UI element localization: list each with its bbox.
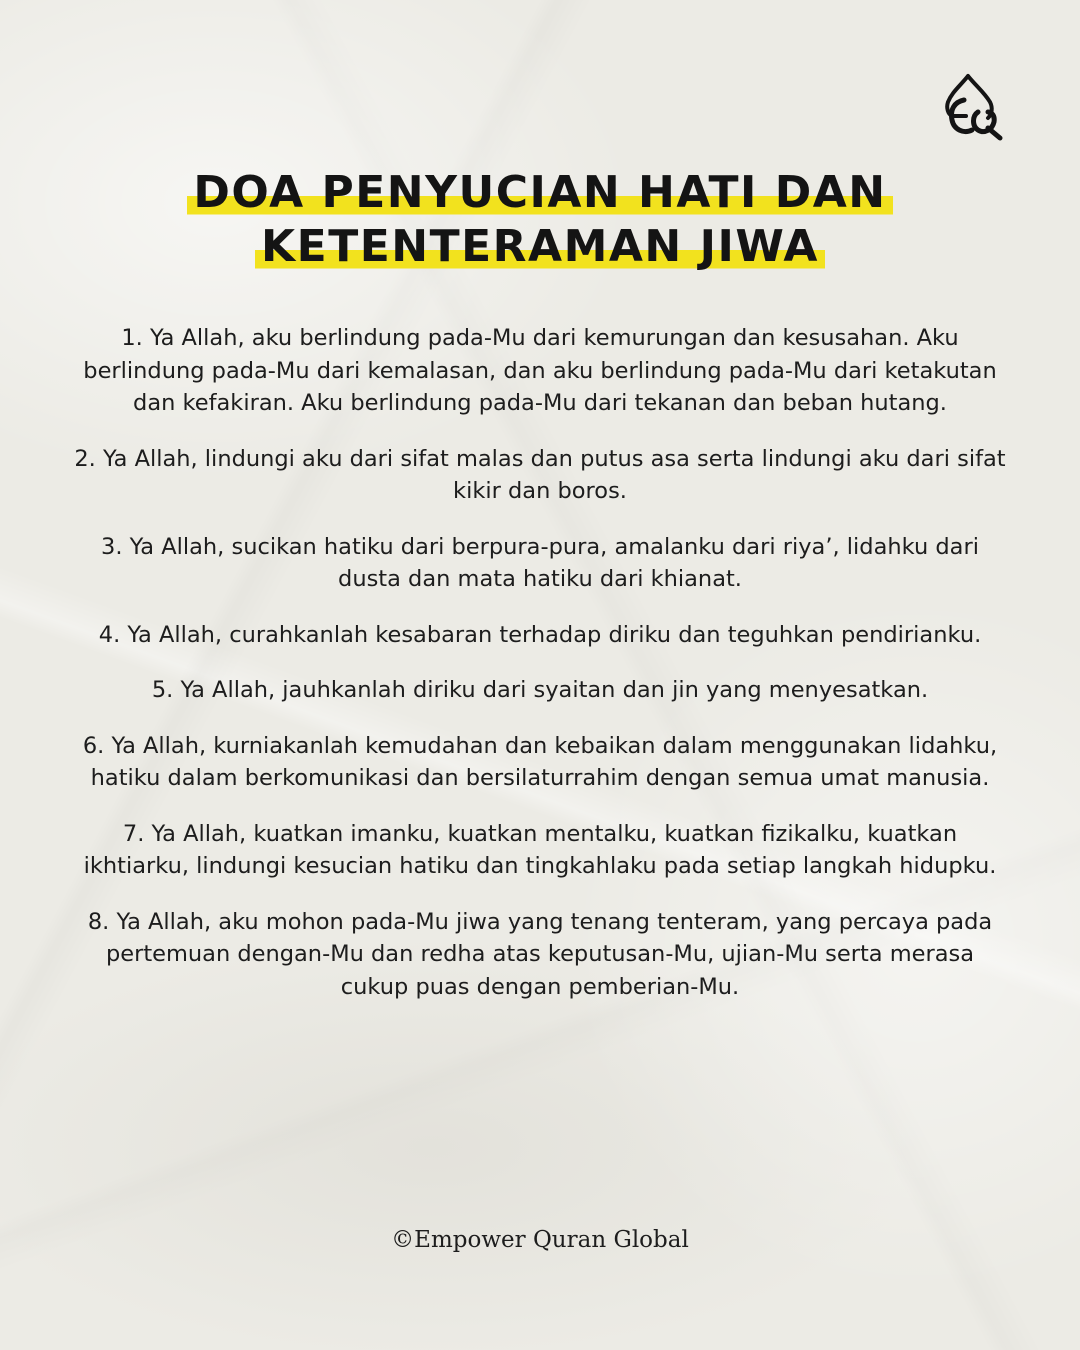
page-title — [0, 166, 1080, 274]
title-line-1: DOA PENYUCIAN HATI DAN — [187, 166, 892, 220]
eq-monogram-icon — [938, 72, 1008, 142]
prayer-item-4: 4. Ya Allah, curahkanlah kesabaran terhadap diriku dan teguhkan pendirianku. — [98, 621, 982, 648]
prayer-item-2: 2. Ya Allah, lindungi aku dari sifat malas dan putus asa serta lindungi aku dari sifat kikir dan boros. — [74, 445, 1006, 504]
prayer-list — [70, 322, 1010, 1026]
prayer-item-8: 8. Ya Allah, aku mohon pada-Mu jiwa yang tenang tenteram, yang percaya pada pertemuan dengan-Mu dan redha atas keputusan-Mu, ujian-Mu serta merasa cukup puas dengan pemberian-Mu. — [87, 908, 993, 1000]
prayer-item-7: 7. Ya Allah, kuatkan imanku, kuatkan mentalku, kuatkan fizikalku, kuatkan ikhtiarku, lindungi kesucian hatiku dan tingkahlaku pada setiap langkah hidupku. — [83, 820, 997, 879]
title-line-2: KETENTERAMAN JIWA — [255, 220, 825, 274]
prayer-item-6: 6. Ya Allah, kurniakanlah kemudahan dan kebaikan dalam menggunakan lidahku, hatiku dalam berkomunikasi dan bersilaturrahim dengan semua umat manusia. — [82, 732, 998, 791]
prayer-item-5: 5. Ya Allah, jauhkanlah diriku dari syaitan dan jin yang menyesatkan. — [151, 677, 929, 703]
prayer-item-1: 1. Ya Allah, aku berlindung pada-Mu dari kemurungan dan kesusahan. Aku berlindung pada-Mu dari kemalasan, dan aku berlindung pada-Mu dari ketakutan dan kefakiran. Aku berlindung pada-Mu dari tekanan dan beban hutang. — [83, 325, 997, 416]
prayer-item-3: 3. Ya Allah, sucikan hatiku dari berpura-pura, amalanku dari riya’, lidahku dari dusta dan mata hatiku dari khianat. — [101, 533, 979, 592]
copyright-footer: ©Empower Quran Global — [391, 1227, 689, 1253]
